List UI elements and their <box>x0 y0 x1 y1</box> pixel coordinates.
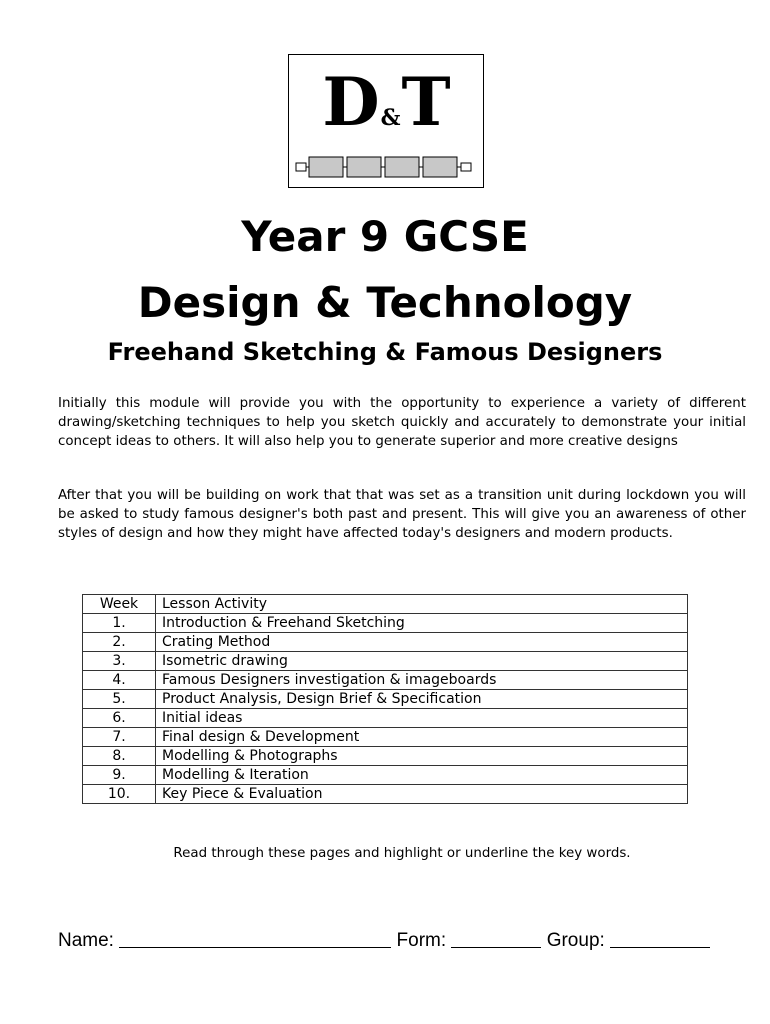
name-label: Name: <box>58 930 114 951</box>
table-row <box>83 785 688 804</box>
module-subtitle: Freehand Sketching & Famous Designers <box>107 338 663 366</box>
table-row <box>83 747 688 766</box>
form-field[interactable] <box>451 931 541 948</box>
lesson-activity: Isometric drawing <box>156 652 688 671</box>
table-row <box>83 671 688 690</box>
student-details-line <box>58 930 710 952</box>
table-row <box>83 690 688 709</box>
title-subject: Design & Technology <box>137 278 633 327</box>
week-number: 3. <box>83 652 156 671</box>
week-number: 10. <box>83 785 156 804</box>
logo-chain-graphic <box>295 155 479 179</box>
table-row <box>83 652 688 671</box>
week-number: 7. <box>83 728 156 747</box>
lesson-activity: Modelling & Photographs <box>156 747 688 766</box>
lesson-activity: Initial ideas <box>156 709 688 728</box>
week-number: 9. <box>83 766 156 785</box>
week-number: 6. <box>83 709 156 728</box>
header-week: Week <box>83 595 156 614</box>
table-row <box>83 614 688 633</box>
week-number: 4. <box>83 671 156 690</box>
lesson-activity: Final design & Development <box>156 728 688 747</box>
table-row <box>83 633 688 652</box>
logo-letter-d: D <box>322 63 379 141</box>
dt-logo <box>288 54 484 188</box>
group-label: Group: <box>546 930 605 951</box>
table-row <box>83 728 688 747</box>
group-field[interactable] <box>610 931 710 948</box>
lesson-activity: Crating Method <box>156 633 688 652</box>
table-row <box>83 766 688 785</box>
header-activity: Lesson Activity <box>156 595 688 614</box>
table-header-row <box>83 595 688 614</box>
week-number: 5. <box>83 690 156 709</box>
name-field[interactable] <box>119 931 391 948</box>
intro-paragraph-1: Initially this module will provide you with the opportunity to experience a variety of different drawing/sketching techniques to help you sketch quickly and accurately to demonstrate your initial concept ideas to others. It will also help you to generate superior and more creative designs <box>58 396 746 449</box>
logo-ampersand: & <box>380 105 400 131</box>
table-row <box>83 709 688 728</box>
intro-paragraph-2: After that you will be building on work that that was set as a transition unit during lockdown you will be asked to study famous designer's both past and present. This will give you an awareness of other styles of design and how they might have affected today's designers and modern products. <box>58 488 746 541</box>
lesson-activity: Modelling & Iteration <box>156 766 688 785</box>
lesson-activity: Key Piece & Evaluation <box>156 785 688 804</box>
reading-instruction: Read through these pages and highlight or underline the key words. <box>173 846 631 861</box>
week-number: 8. <box>83 747 156 766</box>
lesson-schedule-table <box>82 594 688 804</box>
form-label: Form: <box>396 930 447 951</box>
week-number: 1. <box>83 614 156 633</box>
logo-letter-t: T <box>401 63 450 141</box>
title-year: Year 9 GCSE <box>241 212 529 261</box>
lesson-activity: Product Analysis, Design Brief & Specification <box>156 690 688 709</box>
lesson-activity: Famous Designers investigation & imageboards <box>156 671 688 690</box>
week-number: 2. <box>83 633 156 652</box>
logo-lettering <box>289 63 483 141</box>
lesson-activity: Introduction & Freehand Sketching <box>156 614 688 633</box>
